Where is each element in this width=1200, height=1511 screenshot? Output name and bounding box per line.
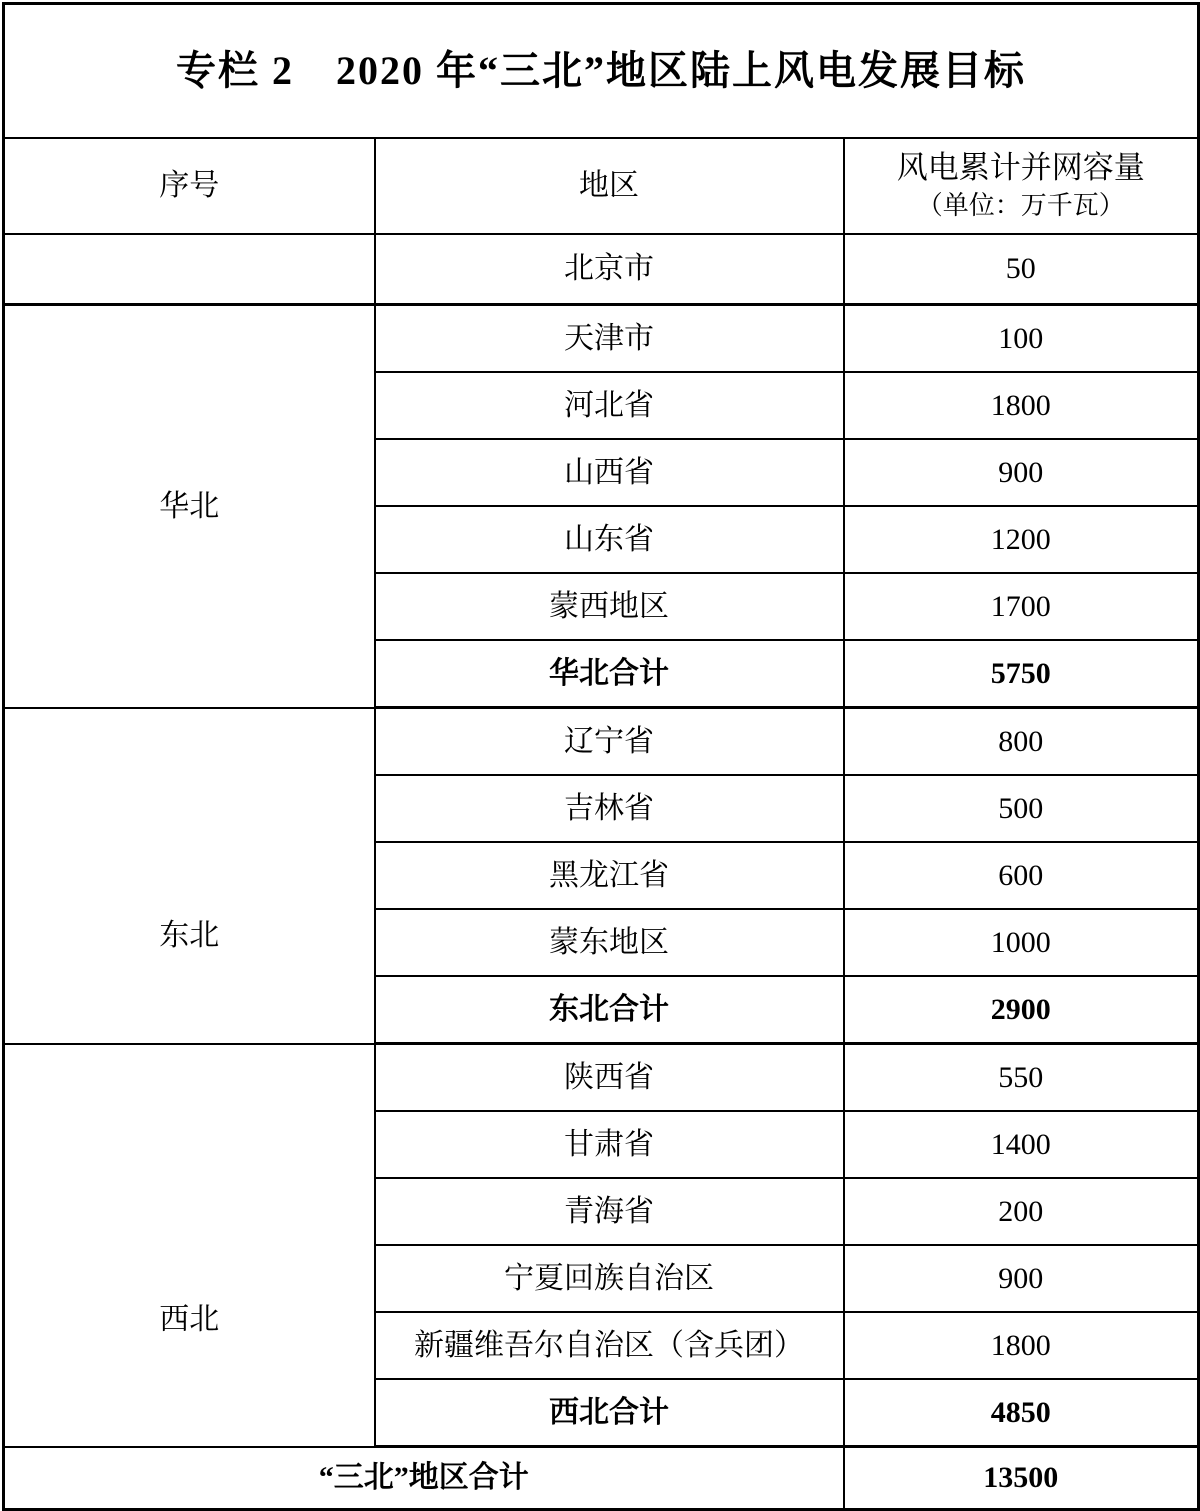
region-cell: 吉林省 xyxy=(375,775,844,842)
region-cell: 宁夏回族自治区 xyxy=(375,1245,844,1312)
value-cell: 1700 xyxy=(844,573,1199,640)
header-capacity-unit: （单位：万千瓦） xyxy=(916,191,1125,221)
value-cell: 900 xyxy=(844,1245,1199,1312)
region-cell: 山东省 xyxy=(375,506,844,573)
total-value-huabei: 5750 xyxy=(844,640,1199,708)
value-cell: 100 xyxy=(844,305,1199,373)
value-cell: 1800 xyxy=(844,1312,1199,1379)
header-index: 序号 xyxy=(4,138,375,234)
value-cell: 550 xyxy=(844,1044,1199,1112)
region-cell: 青海省 xyxy=(375,1178,844,1245)
table-title: 专栏 2 2020 年“三北”地区陆上风电发展目标 xyxy=(4,4,1199,139)
region-cell: 陕西省 xyxy=(375,1044,844,1112)
wind-power-target-table xyxy=(2,2,1200,1511)
grand-total-value: 13500 xyxy=(844,1447,1199,1510)
total-value-xibei: 4850 xyxy=(844,1379,1199,1447)
value-cell: 50 xyxy=(844,234,1199,305)
group-label-xibei: 西北 xyxy=(4,1044,375,1447)
grand-total-label: “三北”地区合计 xyxy=(4,1447,844,1510)
region-cell: 蒙西地区 xyxy=(375,573,844,640)
header-region: 地区 xyxy=(375,138,844,234)
index-cell-empty xyxy=(4,234,375,305)
value-cell: 1400 xyxy=(844,1111,1199,1178)
region-cell: 河北省 xyxy=(375,372,844,439)
region-cell: 天津市 xyxy=(375,305,844,373)
total-label-huabei: 华北合计 xyxy=(375,640,844,708)
header-capacity-title: 风电累计并网容量 xyxy=(896,150,1145,186)
value-cell: 500 xyxy=(844,775,1199,842)
group-label-dongbei: 东北 xyxy=(4,708,375,1044)
value-cell: 600 xyxy=(844,842,1199,909)
value-cell: 1800 xyxy=(844,372,1199,439)
region-cell: 黑龙江省 xyxy=(375,842,844,909)
region-cell: 甘肃省 xyxy=(375,1111,844,1178)
value-cell: 1200 xyxy=(844,506,1199,573)
total-label-xibei: 西北合计 xyxy=(375,1379,844,1447)
region-cell: 山西省 xyxy=(375,439,844,506)
header-capacity xyxy=(844,138,1199,234)
value-cell: 1000 xyxy=(844,909,1199,976)
group-label-huabei: 华北 xyxy=(4,305,375,708)
value-cell: 200 xyxy=(844,1178,1199,1245)
value-cell: 900 xyxy=(844,439,1199,506)
total-label-dongbei: 东北合计 xyxy=(375,976,844,1044)
region-cell: 辽宁省 xyxy=(375,708,844,776)
region-cell: 北京市 xyxy=(375,234,844,305)
total-value-dongbei: 2900 xyxy=(844,976,1199,1044)
region-cell: 新疆维吾尔自治区（含兵团） xyxy=(375,1312,844,1379)
region-cell: 蒙东地区 xyxy=(375,909,844,976)
value-cell: 800 xyxy=(844,708,1199,776)
